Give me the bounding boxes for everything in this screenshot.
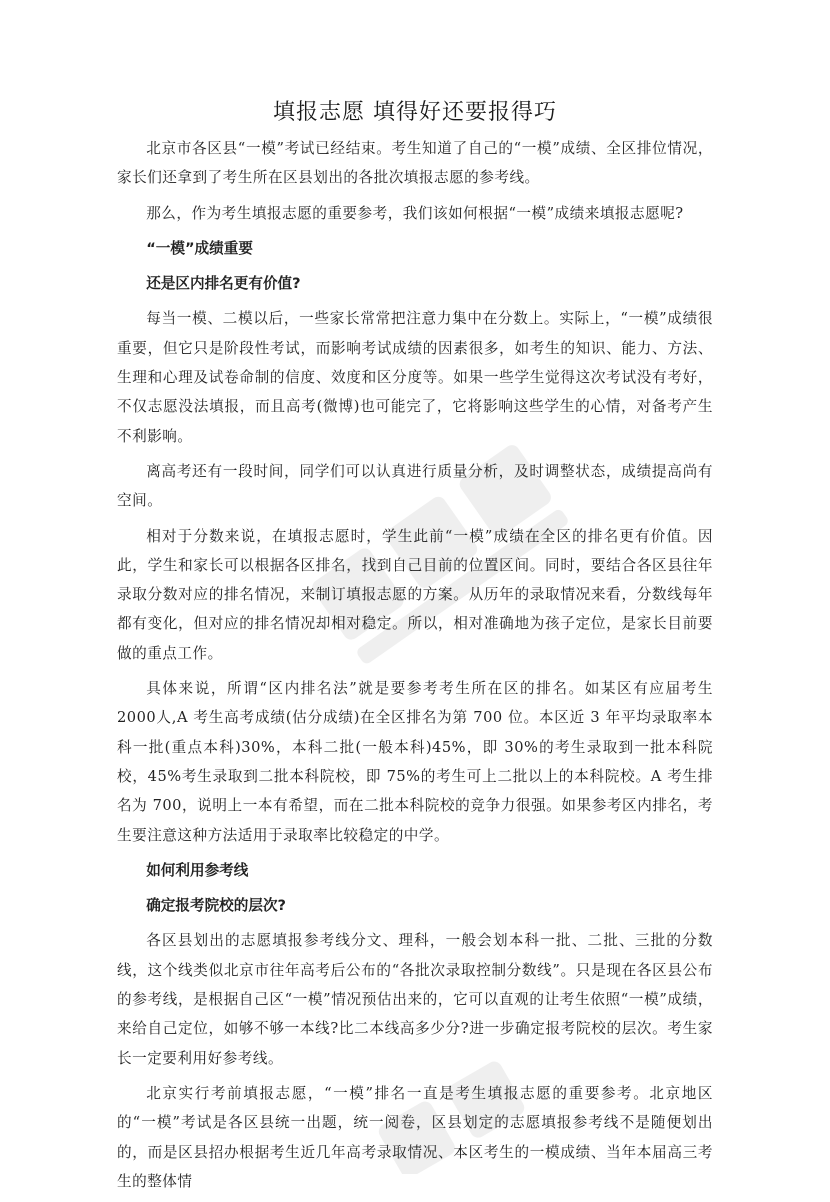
section-heading: “一模”成绩重要: [146, 239, 253, 257]
paragraph: 离高考还有一段时间，同学们可以认真进行质量分析，及时调整状态，成绩提高尚有空间。: [117, 462, 713, 510]
document-title: 填报志愿 填得好还要报得巧: [273, 100, 557, 125]
section-heading: 确定报考院校的层次?: [146, 897, 286, 915]
section-heading: 还是区内排名更有价值?: [146, 275, 301, 293]
paragraph: 相对于分数来说，在填报志愿时，学生此前“一模”成绩在全区的排名更有价值。因此，学生和家长可以根据各区排名，找到自己目前的位置区间。同时，要结合各区县往年录取分数对应的排名情况，来制订填报志愿的方案。从历年的录取情况来看，分数线每年都有变化，但对应的排名情况却相对稳定。所以，相对准确地为孩子定位，是家长目前要做的重点工作。: [117, 527, 713, 662]
paragraph: 具体来说，所谓“区内排名法”就是要参考考生所在区的排名。如某区有应届考生 2000人,A 考生高考成绩(估分成绩)在全区排名为第 700 位。本区近 3 年平均录取率本科一批(重点本科)30%，本科二批(一般本科)45%，即 30%的考生录取到一批本科院校，45%考生录取到二批本科院校，即 75%的考生可上二批以上的本科院校。A 考生排名为 700，说明上一本有希望，而在二批本科院校的竞争力很强。如果参考区内排名，考生要注意这种方法适用于录取率比较稳定的中学。: [117, 680, 713, 844]
paragraph: 每当一模、二模以后，一些家长常常把注意力集中在分数上。实际上，“一模”成绩很重要，但它只是阶段性考试，而影响考试成绩的因素很多，如考生的知识、能力、方法、生理和心理及试卷命制的信度、效度和区分度等。如果一些学生觉得这次考试没有考好，不仅志愿没法填报，而且高考(微博)也可能完了，它将影响这些学生的心情，对备考产生不利影响。: [117, 310, 713, 445]
document-body: [117, 98, 713, 1202]
paragraph: 那么，作为考生填报志愿的重要参考，我们该如何根据“一模”成绩来填报志愿呢?: [146, 204, 684, 222]
paragraph: 北京市各区县“一模”考试已经结束。考生知道了自己的“一模”成绩、全区排位情况，家长们还拿到了考生所在区县划出的各批次填报志愿的参考线。: [117, 140, 713, 187]
paragraph: 各区县划出的志愿填报参考线分文、理科，一般会划本科一批、二批、三批的分数线，这个线类似北京市往年高考后公布的“各批次录取控制分数线”。只是现在各区县公布的参考线，是根据自己区“一模”情况预估出来的，它可以直观的让考生依照“一模”成绩，来给自己定位，如够不够一本线?比二本线高多少分?进一步确定报考院校的层次。考生家长一定要利用好参考线。: [117, 932, 713, 1067]
section-heading: 如何利用参考线: [146, 861, 249, 879]
paragraph: 北京实行考前填报志愿，“一模”排名一直是考生填报志愿的重要参考。北京地区的“一模”考试是各区县统一出题，统一阅卷，区县划定的志愿填报参考线不是随便划出的，而是区县招办根据考生近几年高考录取情况、本区考生的一模成绩、当年本届高三考生的整体情: [117, 1084, 713, 1190]
